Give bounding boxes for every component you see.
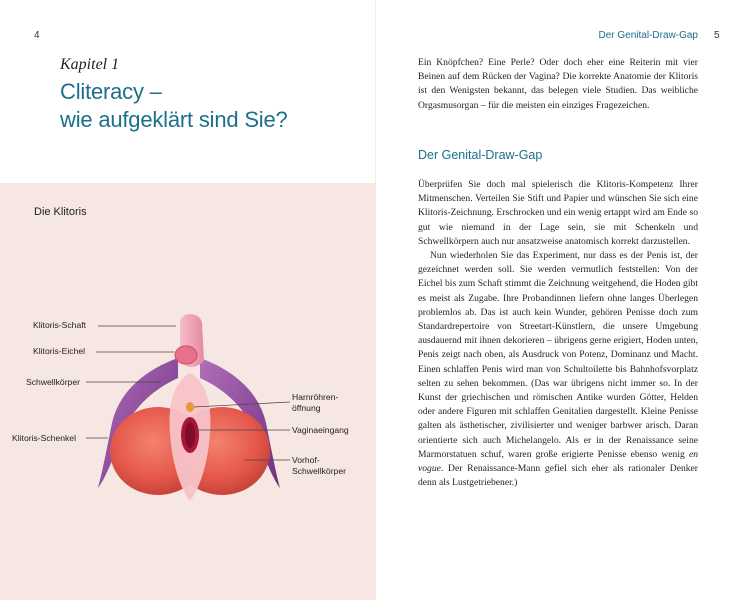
intro-paragraph: Ein Knöpfchen? Eine Perle? Oder doch eher eine Reiterin mit vier Beinen auf dem Rücken der Vagina? Die korrekte Anatomie der Klitoris ist den Wenigsten bekannt, das belegen viele Studien. Das weibliche Orgasmusorgan – für die meisten ein einziges Fragezeichen.: [418, 57, 698, 111]
label-klitoris-schaft: Klitoris-Schaft: [33, 320, 87, 330]
chapter-title: [60, 78, 360, 134]
label-schwellkoerper: Schwellkörper: [26, 377, 80, 387]
page-number-left: 4: [34, 30, 40, 41]
left-page: [0, 0, 376, 600]
chapter-title-line2: wie aufgeklärt sind Sie?: [60, 107, 288, 132]
running-head: Der Genital-Draw-Gap: [598, 30, 698, 41]
paragraph-2: Nun wiederholen Sie das Experiment, nur dass es der Penis ist, der gezeichnet werden soll. Sie werden vermutlich feststellen: Von der Eichel bis zum Schaft stimmt die Zeichnung weitgehend, die Hoden gibt es meist als Zugabe. Ihre Probandinnen liefern ohne langes Überlegen problemlos ab. Das ist auch kein Wunder, gehören Penisse doch zum Standardrepertoire von Streetart-Künstlern, die unsere Umgebung ausdauernd mit ihnen dekorieren – übrigens gerne erigiert, Hoden unten, Penis zeigt nach oben, als Ausdruck von Potenz, Dominanz und Macht. Einen schlaffen Penis wird man von Schultoilette bis Bahnhofsvorplatz selten zu sehen bekommen. (Das war übrigens nicht immer so. In der Kunst der griechischen und römischen Antike wurden Götter, Helden oder andere Figuren mit schlaffen Genitalien dargestellt. Kleine Penisse galten als ästhetischer, zivilisierter und weniger barbwer arisch. Daran orientierte sich auch Michelangelo. Als er in der Renaissance seine Marmorstatuen schuf, waren große erigierte Penisse ebenso wenig en vogue. Der Renaissance-Mann gefiel sich eher als rationaler Denker denn als Lustgetriebener.): [418, 250, 698, 489]
paragraph-1: Überprüfen Sie doch mal spielerisch die Klitoris-Kompetenz Ihrer Mitmenschen. Verteilen Sie Stift und Papier und wünschen Sie sich eine Klitoris-Zeichnung. Erschrocken und ein wenig ertappt wird am Ende so gut wie niemand in der Lage sein, sie mit Schenkeln und Schwellkörpern auch nur ansatzweise anatomisch korrekt darzustellen.: [418, 179, 698, 247]
label-vaginaeingang: Vaginaeingang: [292, 425, 349, 435]
label-klitoris-schenkel: Klitoris-Schenkel: [12, 433, 76, 443]
label-vorhof-schwellkoerper: Vorhof- Schwellkörper: [292, 455, 346, 476]
clitoris-glans-shape: [175, 346, 197, 364]
body-text: [418, 178, 698, 490]
figure-caption: Die Klitoris: [34, 206, 87, 218]
urethral-opening-shape: [186, 402, 194, 412]
label-klitoris-eichel: Klitoris-Eichel: [33, 346, 86, 356]
page-number-right: 5: [714, 30, 720, 41]
section-heading: Der Genital-Draw-Gap: [418, 148, 543, 162]
label-harnroehrenoeffnung: Harnröhren- öffnung: [292, 392, 339, 413]
chapter-label: Kapitel 1: [60, 56, 120, 73]
chapter-title-line1: Cliteracy –: [60, 79, 162, 104]
